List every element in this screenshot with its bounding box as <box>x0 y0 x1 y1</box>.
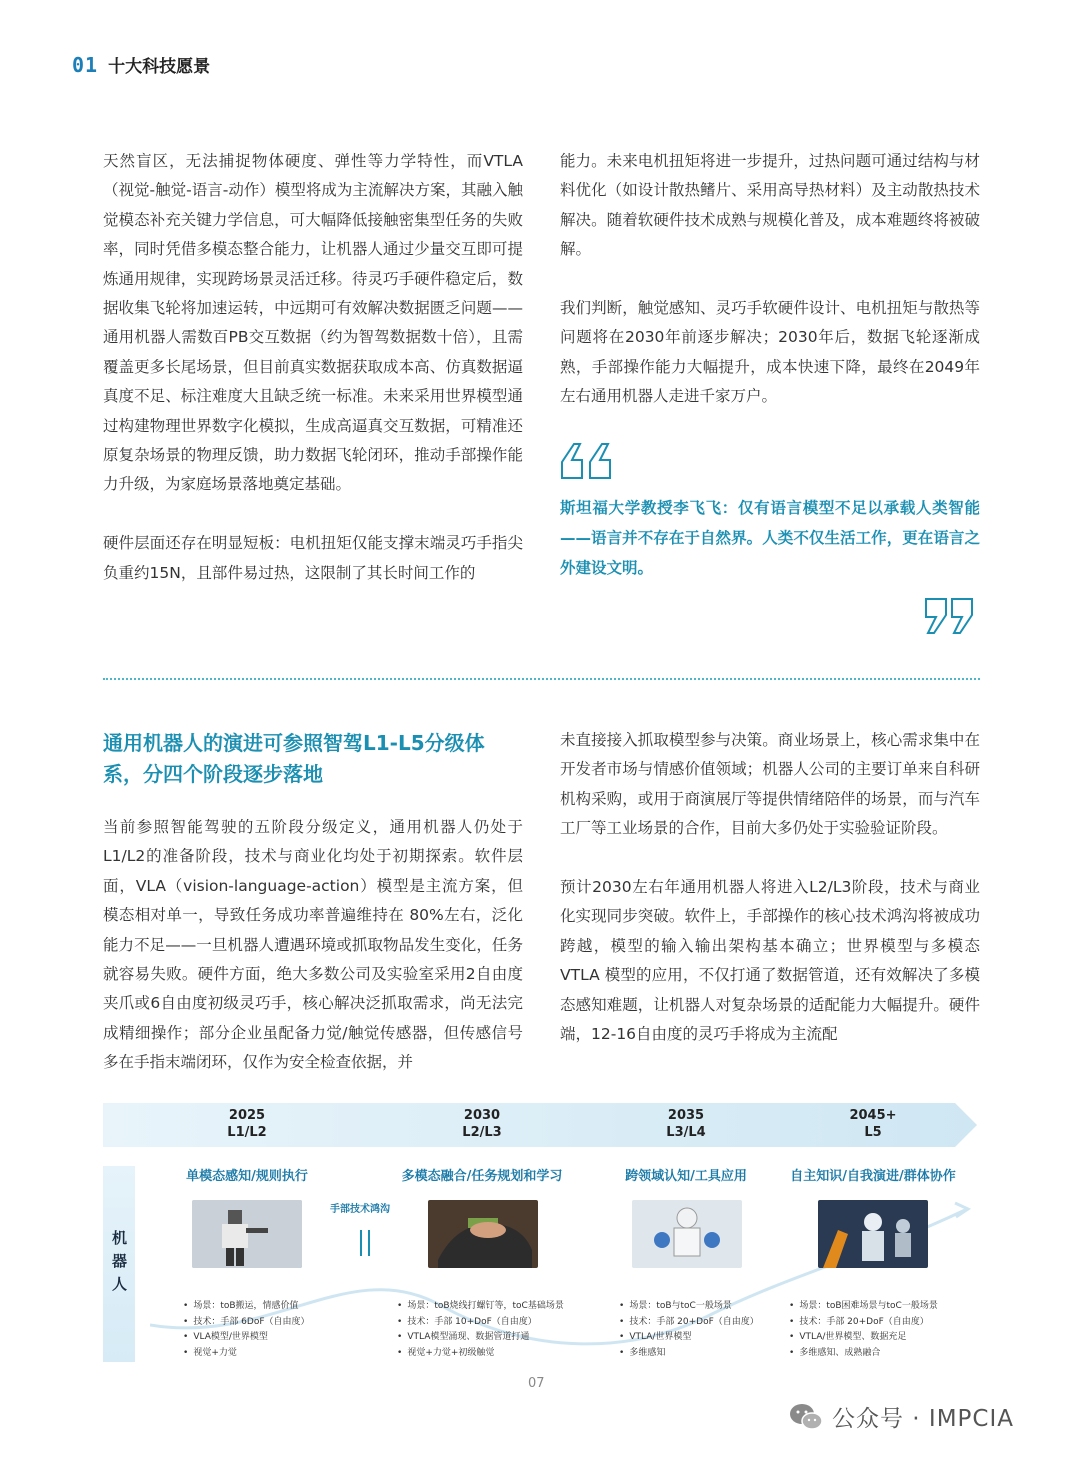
gap-marker-icon <box>355 1228 375 1258</box>
bullet-item: • VTLA/世界模型、数据充足 <box>789 1330 938 1346</box>
quote-text: 斯坦福大学教授李飞飞：仅有语言模型不足以承载人类智能——语言并不存在于自然界。人类不仅生活工作，更在语言之外建设文明。 <box>560 499 980 577</box>
row-label <box>103 1166 135 1362</box>
bullet-item: • 技术：手部 10+DoF（自由度） <box>397 1315 564 1331</box>
quote-close-icon <box>922 595 978 637</box>
stage-title: 跨领域认知/工具应用 <box>625 1169 747 1184</box>
stage-level: L3/L4 <box>666 1125 706 1140</box>
stage-title: 多模态融合/任务规划和学习 <box>401 1169 563 1184</box>
stage-header <box>798 1107 948 1141</box>
row-label-text: 机器人 <box>110 1229 128 1299</box>
section-divider <box>103 678 980 680</box>
stage-level: L5 <box>864 1125 882 1140</box>
paragraph: 硬件层面还存在明显短板：电机扭矩仅能支撑末端灵巧手指尖负重约15N，且部件易过热，这限制了其长时间工作的 <box>103 534 523 582</box>
stage-level: L2/L3 <box>462 1125 502 1140</box>
stage-header <box>407 1107 557 1141</box>
body-column-2 <box>560 147 980 441</box>
page-header <box>72 52 210 77</box>
bullet-item: • 技术：手部 20+DoF（自由度） <box>619 1315 759 1331</box>
bullet-item: • 视觉+力觉+初级触觉 <box>397 1346 564 1362</box>
bullet-item: • 多维感知 <box>619 1346 759 1362</box>
stage-year: 2045+ <box>849 1108 897 1123</box>
wechat-icon <box>788 1402 824 1432</box>
stage-year: 2025 <box>228 1108 266 1123</box>
section-heading: 通用机器人的演进可参照智驾L1-L5分级体系，分四个阶段逐步落地 <box>103 731 485 786</box>
body-column-1 <box>103 147 523 617</box>
stage-image-humanoid <box>632 1200 742 1268</box>
stage-bullets <box>619 1299 759 1361</box>
bullet-item: • 场景：toB困难场景与toC一般场景 <box>789 1299 938 1315</box>
bullet-item: • 视觉+力觉 <box>183 1346 310 1362</box>
stage-image-group <box>818 1200 928 1268</box>
bullet-item: • VTLA/世界模型 <box>619 1330 759 1346</box>
chapter-title: 十大科技愿景 <box>108 57 211 77</box>
stage-year: 2030 <box>463 1108 501 1123</box>
bullet-item: • 场景：toB烧线打螺钉等，toC基础场景 <box>397 1299 564 1315</box>
paragraph: 当前参照智能驾驶的五阶段分级定义，通用机器人仍处于L1/L2的准备阶段，技术与商业化均处于初期探索。软件层面，VLA（vision-language-action）模型是主流方案，但模态相对单一，导致任务成功率普遍维持在 80%左右，泛化能力不足——一旦机器人遭遇环境或抓取物品发生变化，任务就容易失败。硬件方面，绝大多数公司及实验室采用2自由度夹爪或6自由度初级灵巧手，核心解决泛抓取需求，尚无法完成精细操作；部分企业虽配备力觉/触觉传感器，但传感信号多在手指末端闭环，仅作为安全检查依据，并 <box>103 818 523 1072</box>
watermark <box>788 1400 1014 1433</box>
stage-header <box>172 1107 322 1141</box>
stage-level: L1/L2 <box>227 1125 267 1140</box>
page-number: 07 <box>528 1376 545 1391</box>
stage-year: 2035 <box>667 1108 705 1123</box>
paragraph: 我们判断，触觉感知、灵巧手软硬件设计、电机扭矩与散热等问题将在2030年前逐步解决；2030年后，数据飞轮逐渐成熟，手部操作能力大幅提升，成本快速下降，最终在2049年左右通用机器人走进千家万户。 <box>560 299 980 406</box>
stage-image-robot <box>192 1200 302 1268</box>
paragraph: 未直接接入抓取模型参与决策。商业场景上，核心需求集中在开发者市场与情感价值领域；机器人公司的主要订单来自科研机构采购，或用于商演展厅等提供情绪陪伴的场景，而与汽车工厂等工业场景的合作，目前大多仍处于实验验证阶段。 <box>560 731 980 838</box>
bullet-item: • 场景：toB搬运，情感价值 <box>183 1299 310 1315</box>
paragraph: 预计2030左右年通用机器人将进入L2/L3阶段，技术与商业化实现同步突破。软件上，手部操作的核心技术鸿沟将被成功跨越，模型的输入输出架构基本确立；世界模型与多模态 VTLA 模型的应用，不仅打通了数据管道，还有效解决了多模态感知难题，让机器人对复杂场景的适配能力大幅提升。硬件端，12-16自由度的灵巧手将成为主流配 <box>560 878 980 1044</box>
bullet-item: • 场景：toB与toC一般场景 <box>619 1299 759 1315</box>
quote-open-icon <box>560 440 616 482</box>
stage-bullets <box>789 1299 938 1361</box>
watermark-text: 公众号 · IMPCIA <box>832 1406 1015 1432</box>
body-column-3 <box>103 813 523 1107</box>
bullet-item: • 多维感知、成熟融合 <box>789 1346 938 1362</box>
paragraph: 能力。未来电机扭矩将进一步提升，过热问题可通过结构与材料优化（如设计散热鳍片、采用高导热材料）及主动散热技术解决。随着软硬件技术成熟与规模化普及，成本难题终将被破解。 <box>560 152 980 259</box>
bullet-item: • VTLA模型涌现、数据管道打通 <box>397 1330 564 1346</box>
stage-title: 自主知识/自我演进/群体协作 <box>790 1169 956 1184</box>
paragraph: 天然盲区，无法捕捉物体硬度、弹性等力学特性，而VTLA（视觉-触觉-语言-动作）模型将成为主流解决方案，其融入触觉模态补充关键力学信息，可大幅降低接触密集型任务的失败率，同时凭借多模态整合能力，让机器人通过少量交互即可提炼通用规律，实现跨场景灵活迁移。待灵巧手硬件稳定后，数据收集飞轮将加速运转，中远期可有效解决数据匮乏问题——通用机器人需数百PB交互数据（约为智驾数据数十倍），且需覆盖更多长尾场景，但目前真实数据获取成本高、仿真数据逼真度不足、标注难度大且缺乏统一标准。未来采用世界模型通过构建物理世界数字化模拟，生成高逼真交互数据，可精准还原复杂场景的物理反馈，助力数据飞轮闭环，推动手部操作能力升级，为家庭场景落地奠定基础。 <box>103 152 523 494</box>
body-column-4 <box>560 726 980 1079</box>
gap-label: 手部技术鸿沟 <box>330 1204 390 1215</box>
stage-header <box>611 1107 761 1141</box>
stage-bullets <box>397 1299 564 1361</box>
bullet-item: • 技术：手部 6DoF（自由度） <box>183 1315 310 1331</box>
stage-bullets <box>183 1299 310 1361</box>
stage-image-hand <box>428 1200 538 1268</box>
bullet-item: • 技术：手部 20+DoF（自由度） <box>789 1315 938 1331</box>
stage-title: 单模态感知/规则执行 <box>186 1169 308 1184</box>
bullet-item: • VLA模型/世界模型 <box>183 1330 310 1346</box>
chapter-number: 01 <box>72 52 99 77</box>
